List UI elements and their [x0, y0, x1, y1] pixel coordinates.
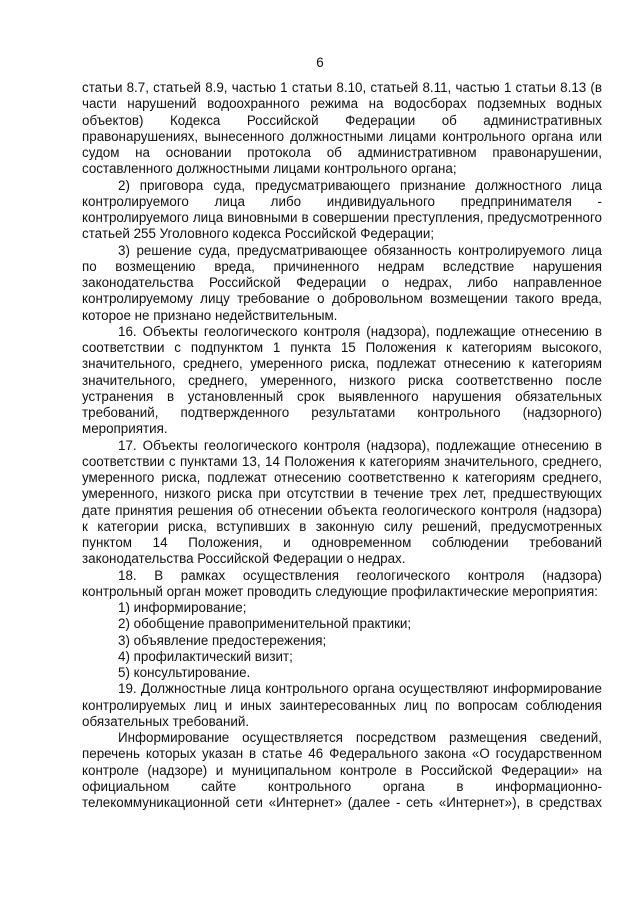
list-item: 2) обобщение правоприменительной практики;: [118, 616, 412, 632]
paragraph: 17. Объекты геологического контроля (надзора), подлежащие отнесению в соответствии с пунктами 13, 14 Положения к категориям значительного, среднего, умеренного риска, подлежат отнесению соответственно к категориям среднего, умеренного, низкого риска при отсутствии в течение трех лет, предшествующих дате принятия решения об отнесении объекта геологического контроля (надзора) к категории риска, вступивших в законную силу решений, предусмотренных пунктом 14 Положения, и одновременном соблюдении требований законодательства Российской Федерации о недрах.: [82, 437, 602, 567]
paragraph: 18. В рамках осуществления геологического контроля (надзора) контрольный орган может проводить следующие профилактические мероприятия:: [82, 567, 602, 599]
paragraph: 19. Должностные лица контрольного органа осуществляют информирование контролируемых лиц и иных заинтересованных лиц по вопросам соблюдения обязательных требований.: [82, 681, 602, 729]
list-item: 3) объявление предостережения;: [118, 632, 327, 648]
paragraph: 2) приговора суда, предусматривающего признание должностного лица контролируемого лица либо индивидуального предпринимателя - контролируемого лица виновными в совершении преступления, предусмотренного статьей 255 Уголовного кодекса Российской Федерации;: [82, 177, 602, 242]
paragraph: 16. Объекты геологического контроля (надзора), подлежащие отнесению в соответствии с подпунктом 1 пункта 15 Положения к категориям высокого, значительного, среднего, умеренного риска, подлежат отнесению к категориям значительного, среднего, умеренного, низкого риска соответственно после устранения в установленный срок выявленного нарушения обязательных требований, подтвержденного результатами контрольного (надзорного) мероприятия.: [82, 323, 602, 437]
paragraph: статьи 8.7, статьей 8.9, частью 1 статьи 8.10, статьей 8.11, частью 1 статьи 8.13 (в части нарушений водоохранного режима на водосборах подземных водных объектов) Кодекса Российской Федерации об административных правонарушениях, вынесенного должностными лицами контрольного органа или судом на основании протокола об административном правонарушении, составленного должностными лицами контрольного органа;: [82, 80, 602, 177]
paragraph: Информирование осуществляется посредством размещения сведений, перечень которых указан в статье 46 Федерального закона «О государственном контроле (надзоре) и муниципальном контроле в Российской Федерации» на официальном сайте контрольного органа в информационно-телекоммуникационной сети «Интернет» (далее - сеть «Интернет»), в средствах: [82, 730, 602, 810]
paragraph: 3) решение суда, предусматривающее обязанность контролируемого лица по возмещению вреда, причиненного недрам вследствие нарушения законодательства Российской Федерации о недрах, либо направленное контролируемому лицу требование о добровольном возмещении такого вреда, которое не признано недействительным.: [82, 242, 602, 323]
list-item: 5) консультирование.: [118, 665, 251, 680]
list-item: 1) информирование;: [118, 600, 247, 615]
document-body: [82, 80, 602, 811]
list-item: 4) профилактический визит;: [118, 648, 293, 664]
page-number: 6: [316, 55, 324, 70]
